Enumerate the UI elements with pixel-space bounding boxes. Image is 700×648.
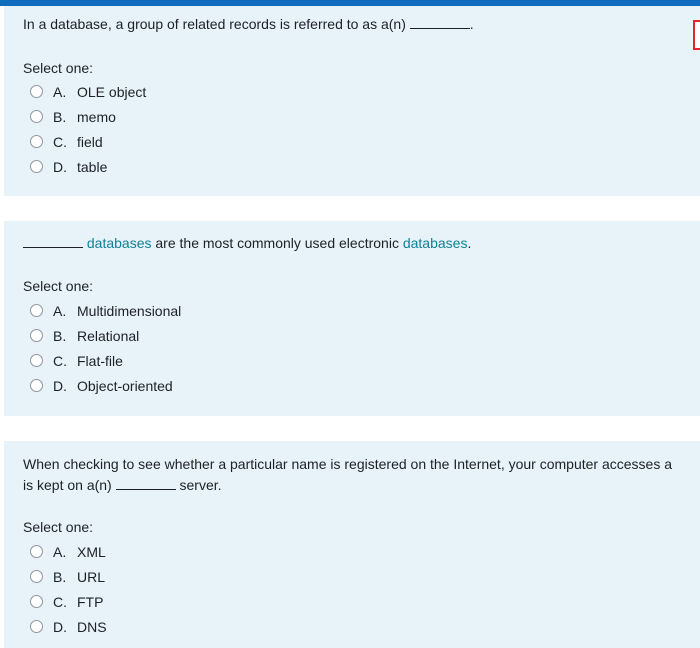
option-letter: B.: [53, 327, 67, 344]
glossary-link-databases-2[interactable]: databases: [402, 235, 468, 251]
question-text-line-1: When checking to see whether a particular name is registered on the Internet, your computer accesses a: [23, 456, 673, 472]
option-letter: A.: [53, 302, 67, 319]
option-text: FTP: [77, 593, 104, 610]
radio-button[interactable]: [30, 110, 43, 123]
option-letter: C.: [53, 593, 67, 610]
answer-blank: [116, 480, 176, 490]
question-text-line-2: [23, 475, 222, 496]
radio-button[interactable]: [30, 354, 43, 367]
radio-button[interactable]: [30, 329, 43, 342]
question-text-before: is kept on a(n): [23, 477, 112, 493]
answer-blank: [23, 238, 83, 248]
question-text-after: server.: [179, 477, 222, 493]
question-text-middle: are the most commonly used electronic: [151, 235, 403, 251]
answer-option-b[interactable]: [30, 323, 181, 348]
question-3: [4, 441, 700, 648]
option-letter: A.: [53, 83, 67, 100]
option-letter: C.: [53, 133, 67, 150]
answer-list: [30, 539, 107, 639]
radio-button[interactable]: [30, 85, 43, 98]
radio-button[interactable]: [30, 304, 43, 317]
radio-button[interactable]: [30, 570, 43, 583]
option-letter: D.: [53, 618, 67, 635]
option-letter: D.: [53, 377, 67, 394]
select-one-label: Select one:: [23, 519, 94, 535]
option-text: table: [77, 158, 108, 175]
question-text: [23, 233, 471, 254]
question-text: [23, 14, 474, 35]
radio-button[interactable]: [30, 379, 43, 392]
question-2: [4, 221, 700, 416]
radio-button[interactable]: [30, 545, 43, 558]
select-one-label: Select one:: [23, 278, 94, 294]
question-text-before: In a database, a group of related records is referred to as a(n): [23, 16, 406, 32]
option-letter: D.: [53, 158, 67, 175]
answer-option-c[interactable]: [30, 348, 181, 373]
option-letter: A.: [53, 543, 67, 560]
answer-option-b[interactable]: [30, 564, 107, 589]
answer-option-a[interactable]: [30, 298, 181, 323]
option-text: DNS: [77, 618, 107, 635]
answer-option-a[interactable]: [30, 539, 107, 564]
option-text: XML: [77, 543, 106, 560]
option-text: Relational: [77, 327, 140, 344]
select-one-label: Select one:: [23, 60, 94, 76]
option-text: field: [77, 133, 103, 150]
question-1: [4, 6, 700, 196]
radio-button[interactable]: [30, 620, 43, 633]
answer-list: [30, 298, 181, 398]
flag-question-box[interactable]: [693, 20, 700, 50]
question-text-after: .: [469, 16, 474, 32]
answer-option-c[interactable]: [30, 129, 146, 154]
answer-option-d[interactable]: [30, 614, 107, 639]
question-text-end: .: [467, 235, 472, 251]
answer-option-d[interactable]: [30, 373, 181, 398]
option-letter: C.: [53, 352, 67, 369]
radio-button[interactable]: [30, 160, 43, 173]
option-text: OLE object: [77, 83, 147, 100]
glossary-link-databases[interactable]: databases: [86, 235, 152, 251]
option-text: Multidimensional: [77, 302, 182, 319]
option-letter: B.: [53, 568, 67, 585]
option-letter: B.: [53, 108, 67, 125]
radio-button[interactable]: [30, 135, 43, 148]
option-text: Flat-file: [77, 352, 123, 369]
answer-blank: [410, 19, 470, 29]
option-text: memo: [77, 108, 116, 125]
radio-button[interactable]: [30, 595, 43, 608]
option-text: URL: [77, 568, 106, 585]
answer-option-c[interactable]: [30, 589, 107, 614]
answer-option-a[interactable]: [30, 79, 146, 104]
answer-option-b[interactable]: [30, 104, 146, 129]
answer-list: [30, 79, 146, 179]
answer-option-d[interactable]: [30, 154, 146, 179]
option-text: Object-oriented: [77, 377, 173, 394]
